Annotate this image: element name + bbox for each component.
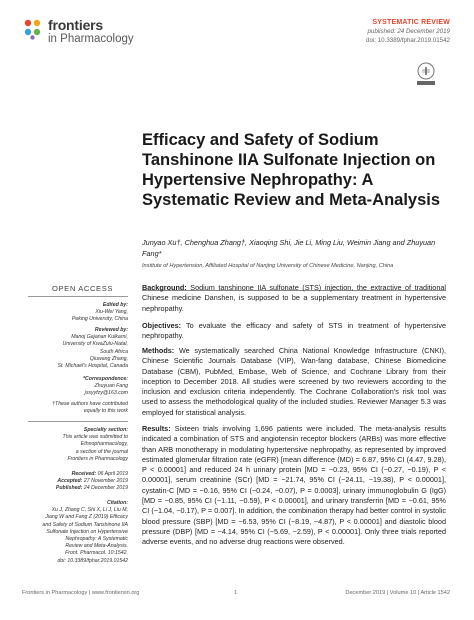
correspondence-name: Zhuyuan Fang <box>94 383 128 390</box>
abstract-background <box>142 283 446 314</box>
citation-line: Front. Pharmacol. 10:1542. <box>65 550 128 557</box>
accepted-date: 27 November 2019 <box>83 478 128 485</box>
journal-logo <box>22 16 162 50</box>
citation-line: Review and Meta-Analysis. <box>65 543 128 550</box>
affiliation: Institute of Hypertension, Affiliated Hospital of Nanjing University of Chinese Medicine, Nanjing, China <box>142 263 394 269</box>
footer-issue: December 2019 | Volume 10 | Article 1542 <box>345 590 450 596</box>
crossmark-icon <box>416 62 436 86</box>
article-title: Efficacy and Safety of Sodium Tanshinone IIA Sulfonate Injection on Hypertensive Nephropathy: A Systematic Review and Meta-Analysis <box>142 131 441 209</box>
note-line: equally to this work <box>83 408 128 415</box>
reviewer-line: Manoj Gajanan Kulkarni, <box>71 334 128 341</box>
reviewer-line: South Africa <box>99 348 128 355</box>
specialty-label: Specialty section: <box>83 427 128 433</box>
background-label: Background: <box>142 283 187 292</box>
correspondence-label: *Correspondence: <box>83 376 128 382</box>
reviewer-line: St. Michael's Hospital, Canada <box>57 363 128 370</box>
correspondence <box>28 376 128 398</box>
equal-contribution-note <box>28 401 128 415</box>
check-for-updates-button[interactable] <box>416 62 436 86</box>
citation-doi[interactable]: doi: 10.3389/fphar.2019.01542 <box>57 557 128 564</box>
specialty-section <box>28 427 128 463</box>
frontiers-logo-icon <box>22 18 44 40</box>
specialty-line: Ethnopharmacology, <box>80 441 128 448</box>
abstract-methods <box>142 346 446 418</box>
abstract-results <box>142 424 446 548</box>
accepted-label: Accepted: <box>57 478 83 485</box>
doi-link[interactable]: doi: 10.3389/fphar.2019.01542 <box>366 37 450 44</box>
divider <box>28 296 128 297</box>
methods-text: We systematically searched China National Knowledge Infrastructure (CNKI), Chinese Scientific Journals Database (VIP), Wan-fang database, Chinese Biomedicine Database (CBM), PubMed, Embase, Web of Science, and Cochrane Library from their inception to December 2018. All studies were screened by two reviewers according to the inclusion and exclusion criteria independently. The Cochrane Collaboration's risk tool was used to assess the methodological quality of the included studies. Reviewer Manager 5.3 was employed for statistical analysis. <box>142 346 446 417</box>
edited-by-label: Edited by: <box>102 302 128 308</box>
specialty-line: Frontiers in Pharmacology <box>67 455 128 462</box>
page-number: 1 <box>234 590 238 596</box>
logo-text: frontiers <box>48 17 103 33</box>
logo-subtitle: in Pharmacology <box>48 33 134 45</box>
note-line: †These authors have contributed <box>52 401 128 407</box>
author-list: Junyao Xu†, Chenghua Zhang†, Xiaoqing Shi, Jie Li, Ming Liu, Weimin Jiang and Zhuyuan Fang* <box>142 238 436 258</box>
published-date-side: 24 December 2019 <box>83 485 128 492</box>
objectives-text: To evaluate the efficacy and safety of STS in treatment of hypertensive nephropathy. <box>142 321 446 341</box>
specialty-line: This article was submitted to <box>62 434 128 441</box>
citation-line: Sulfonate Injection on Hypertensive <box>46 528 128 535</box>
results-text: Sixteen trials involving 1,696 patients were included. The meta-analysis results indicated a combination of STS and angiotensin receptor blockers (ARBs) was more effective than ARB monotherapy in modulating hypertensive nephropathy, as represented by improved estimated glomerular filtration rate (eGFR) [mean difference (MD) = 6.87, 95% CI (4.47, 9.28), P < 0.00001] and reduced 24 h urinary protein [MD = −0.23, 95% CI (−0.27, −0.19), P < 0.00001], serum creatinine (SCr) [MD = −21.74, 95% CI (−24.11, −19.38), P < 0.00001], cystatin-C [MD = −0.16, 95% CI (−0.24, −0.07), P = 0.0003], urinary immunoglobulin G (IgG) [MD = −0.85, 95% CI (−1.11, −0.59), P < 0.00001], and urinary transferrin [MD = −0.61, 95% CI (−1.04, −0.17), P = 0.007]. In addition, the combination therapy had better control in systolic blood pressure (SBP) [MD = −6.53, 95% CI (−8.19, −4.87), P < 0.00001] and diastolic blood pressure (DBP) [MD = −4.14, 95% CI (−5.69, −2.59), P < 0.00001]. Only three trials reported adverse events, and no adverse drug reactions were observed. <box>142 424 447 547</box>
citation-line: and Safety of Sodium Tanshinone IIA <box>42 521 128 528</box>
reviewer-line: University of KwaZulu-Natal, <box>62 341 128 348</box>
reviewed-by-label: Reviewed by: <box>94 327 128 333</box>
citation-line: Jiang W and Fang Z (2019) Efficacy <box>45 514 128 521</box>
editor-name: Xiu-Wei Yang, <box>95 309 128 316</box>
edited-by <box>28 302 128 324</box>
citation-line: Nephropathy: A Systematic <box>65 536 128 543</box>
article-meta <box>366 18 450 45</box>
methods-label: Methods: <box>142 346 175 355</box>
citation-line: Xu J, Zhang C, Shi X, Li J, Liu M, <box>51 507 128 514</box>
footer-journal: Frontiers in Pharmacology | www.frontiersin.org <box>22 590 140 596</box>
article-type: SYSTEMATIC REVIEW <box>372 19 450 26</box>
received-label: Received: <box>71 471 97 477</box>
published-label: Published: <box>55 485 83 492</box>
background-text: Sodium tanshinone IIA sulfonate (STS) injection, the extractive of traditional Chinese medicine Danshen, is supposed to be a supplementary treatment in hypertensive nephropathy. <box>142 283 447 313</box>
citation <box>28 500 128 565</box>
reviewer-line: Qiuwang Zhang, <box>89 355 128 362</box>
correspondence-email[interactable]: jssyyfzy@163.com <box>84 390 128 397</box>
dates <box>28 471 128 493</box>
open-access-label: OPEN ACCESS <box>52 284 114 293</box>
citation-label: Citation: <box>106 500 128 506</box>
editor-affiliation: Peking University, China <box>71 316 128 323</box>
results-label: Results: <box>142 424 171 433</box>
received-date: 06 April 2019 <box>97 471 128 477</box>
divider <box>28 421 128 422</box>
published-date: published: 24 December 2019 <box>367 28 450 35</box>
reviewed-by <box>28 327 128 370</box>
abstract-objectives <box>142 321 446 342</box>
objectives-label: Objectives: <box>142 321 182 330</box>
specialty-line: a section of the journal <box>75 448 128 455</box>
